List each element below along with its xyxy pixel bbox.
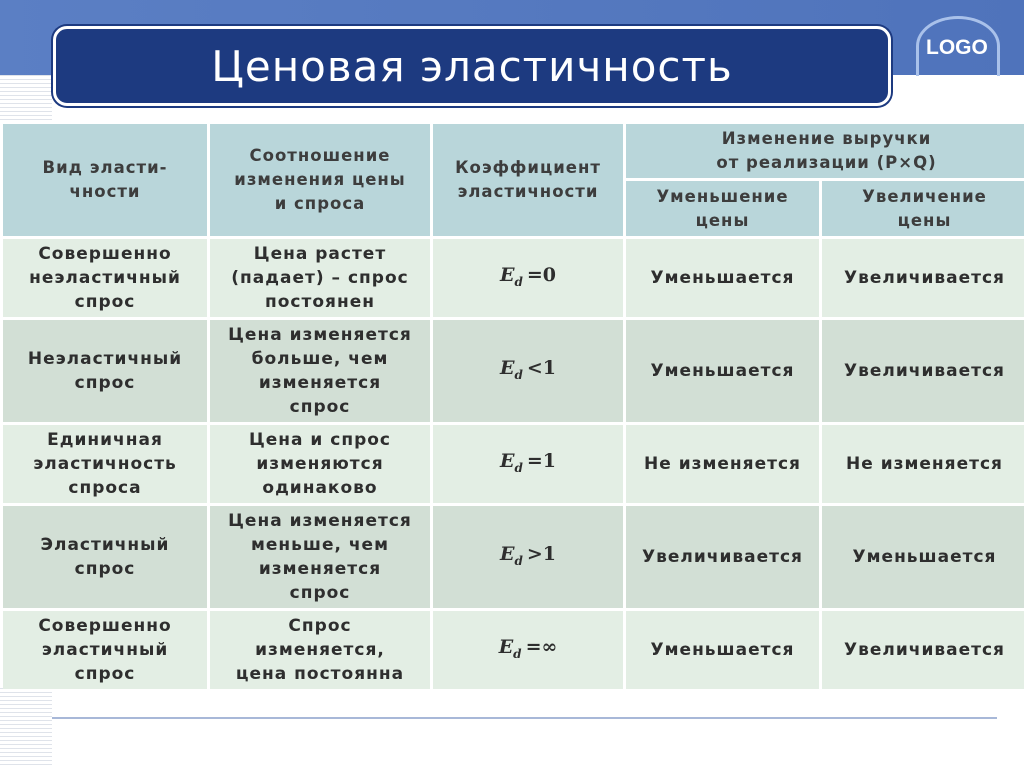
formula-relation: =0 <box>526 263 556 286</box>
elasticity-table <box>0 121 1024 692</box>
formula-subscript: d <box>514 367 523 382</box>
cell-type: Эластичный спрос <box>3 506 207 608</box>
cell-coefficient <box>433 425 623 503</box>
table-row <box>3 611 1024 689</box>
header-ratio: Соотношение изменения цены и спроса <box>210 124 430 236</box>
cell-ratio: Цена изменяется меньше, чем изменяется спрос <box>210 506 430 608</box>
cell-revenue-decrease: Не изменяется <box>626 425 819 503</box>
formula-relation: >1 <box>526 542 556 565</box>
formula-symbol: E <box>499 356 515 379</box>
formula-relation: =1 <box>526 449 556 472</box>
header-price-increase: Увеличение цены <box>822 181 1024 236</box>
cell-revenue-decrease: Уменьшается <box>626 239 819 317</box>
cell-ratio: Цена растет (падает) – спрос постоянен <box>210 239 430 317</box>
header-coefficient: Коэффициент эластичности <box>433 124 623 236</box>
cell-revenue-increase: Увеличивается <box>822 239 1024 317</box>
cell-type: Совершенно неэластичный спрос <box>3 239 207 317</box>
formula <box>498 635 558 661</box>
logo-text: LOGO <box>926 36 988 59</box>
decorative-stripes <box>0 75 52 120</box>
page-title: Ценовая эластичность <box>211 41 733 91</box>
cell-revenue-decrease: Уменьшается <box>626 320 819 422</box>
elasticity-table-wrapper <box>0 121 1024 692</box>
header-type: Вид эласти- чности <box>3 124 207 236</box>
table-row <box>3 320 1024 422</box>
formula-relation: <1 <box>526 356 556 379</box>
cell-coefficient <box>433 611 623 689</box>
formula-relation: =∞ <box>525 635 558 658</box>
title-banner <box>53 26 891 106</box>
formula-subscript: d <box>514 274 523 289</box>
cell-type: Единичная эластичность спроса <box>3 425 207 503</box>
cell-ratio: Спрос изменяется, цена постоянна <box>210 611 430 689</box>
formula <box>499 356 556 382</box>
cell-coefficient <box>433 506 623 608</box>
cell-revenue-increase: Уменьшается <box>822 506 1024 608</box>
formula-symbol: E <box>499 542 515 565</box>
formula <box>499 542 556 568</box>
header-revenue: Изменение выручки от реализации (P×Q) <box>626 124 1024 178</box>
formula-subscript: d <box>513 646 522 661</box>
formula-symbol: E <box>498 635 514 658</box>
cell-type: Неэластичный спрос <box>3 320 207 422</box>
formula-symbol: E <box>499 263 515 286</box>
logo <box>912 14 1012 70</box>
decorative-stripes <box>0 688 52 768</box>
cell-revenue-increase: Увеличивается <box>822 611 1024 689</box>
cell-coefficient <box>433 239 623 317</box>
cell-ratio: Цена изменяется больше, чем изменяется спрос <box>210 320 430 422</box>
header-price-decrease: Уменьшение цены <box>626 181 819 236</box>
formula-subscript: d <box>514 460 523 475</box>
formula-subscript: d <box>514 553 523 568</box>
formula <box>499 449 556 475</box>
table-row <box>3 425 1024 503</box>
cell-revenue-increase: Не изменяется <box>822 425 1024 503</box>
cell-type: Совершенно эластичный спрос <box>3 611 207 689</box>
cell-revenue-decrease: Увеличивается <box>626 506 819 608</box>
table-row <box>3 506 1024 608</box>
cell-ratio: Цена и спрос изменяются одинаково <box>210 425 430 503</box>
footer-divider <box>52 717 997 719</box>
formula <box>499 263 556 289</box>
table-row <box>3 239 1024 317</box>
cell-coefficient <box>433 320 623 422</box>
cell-revenue-increase: Увеличивается <box>822 320 1024 422</box>
formula-symbol: E <box>499 449 515 472</box>
cell-revenue-decrease: Уменьшается <box>626 611 819 689</box>
